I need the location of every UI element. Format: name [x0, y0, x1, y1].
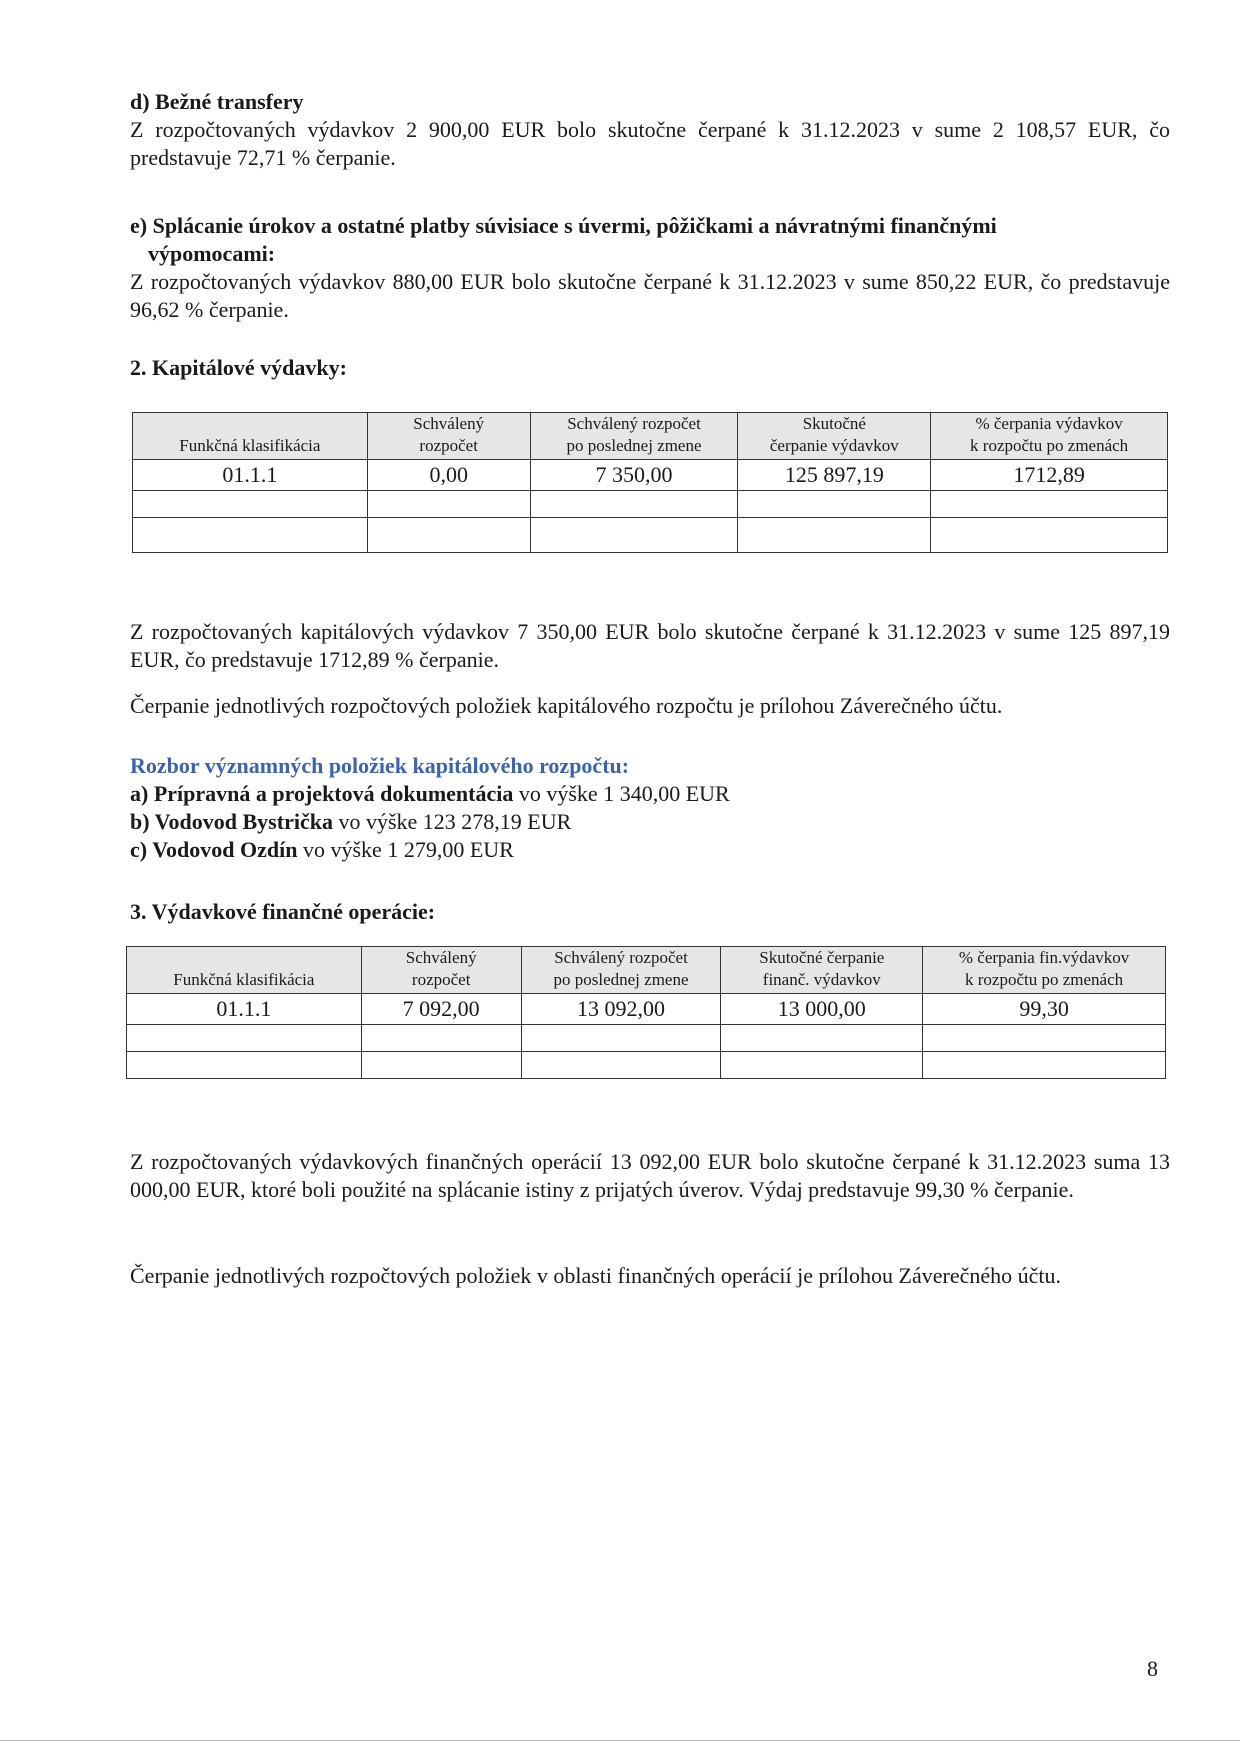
- rozbor-section: [130, 752, 1170, 864]
- table-cell: 1712,89: [931, 460, 1168, 491]
- table-header-cell: Skutočné čerpanie finanč. výdavkov: [721, 947, 923, 994]
- table-cell: 7 092,00: [361, 994, 521, 1025]
- table-row: [133, 460, 1168, 491]
- table-row-empty: [127, 1052, 1166, 1079]
- table-header-cell: % čerpania fin.výdavkov k rozpočtu po zmenách: [923, 947, 1166, 994]
- table-row-empty: [127, 1025, 1166, 1052]
- section-3-text-1: Z rozpočtovaných výdavkových finančných operácií 13 092,00 EUR bolo skutočne čerpané k 31.12.2023 suma 13 000,00 EUR, ktoré boli použité na splácanie istiny z prijatých úverov. Výdaj predstavuje 99,30 % čerpanie.: [130, 1149, 1170, 1202]
- section-2-heading: 2. Kapitálové výdavky:: [130, 355, 347, 380]
- page-number: 8: [1147, 1656, 1158, 1681]
- section-e-heading-line1: e) Splácanie úrokov a ostatné platby súvisiace s úvermi, pôžičkami a návratnými finančnými: [130, 213, 997, 238]
- table-header-cell: Schválený rozpočet po poslednej zmene: [521, 947, 721, 994]
- table-cell: 7 350,00: [530, 460, 738, 491]
- table-cell: 01.1.1: [127, 994, 362, 1025]
- table-header-cell: Skutočné čerpanie výdavkov: [738, 413, 931, 460]
- rozbor-heading: Rozbor významných položiek kapitálového rozpočtu:: [130, 753, 630, 778]
- table-header-cell: Schválený rozpočet po poslednej zmene: [530, 413, 738, 460]
- table-row-empty: [133, 491, 1168, 518]
- table-cell: 01.1.1: [133, 460, 368, 491]
- table-cell: 13 000,00: [721, 994, 923, 1025]
- table-header-cell: Funkčná klasifikácia: [133, 413, 368, 460]
- section-d: [130, 88, 1170, 172]
- section-2-text-2: Čerpanie jednotlivých rozpočtových položiek kapitálového rozpočtu je prílohou Záverečného účtu.: [130, 693, 1003, 718]
- rozbor-item: c) Vodovod Ozdín vo výške 1 279,00 EUR: [130, 837, 514, 862]
- table-cell: 125 897,19: [738, 460, 931, 491]
- section-d-text: Z rozpočtovaných výdavkov 2 900,00 EUR bolo skutočne čerpané k 31.12.2023 v sume 2 108,57 EUR, čo predstavuje 72,71 % čerpanie.: [130, 117, 1170, 170]
- table-cell: 0,00: [367, 460, 530, 491]
- rozbor-item: b) Vodovod Bystrička vo výške 123 278,19 EUR: [130, 809, 572, 834]
- section-e-heading-line2: výpomocami:: [148, 241, 276, 266]
- capital-expenditure-table: [132, 412, 1168, 553]
- page-bottom-line: [0, 1740, 1240, 1741]
- table-row-empty: [133, 518, 1168, 553]
- table-header-row: [133, 413, 1168, 460]
- section-2-text-1: Z rozpočtovaných kapitálových výdavkov 7 350,00 EUR bolo skutočne čerpané k 31.12.2023 v sume 125 897,19 EUR, čo predstavuje 1712,89 % čerpanie.: [130, 619, 1170, 672]
- table-row: [127, 994, 1166, 1025]
- section-3-heading: 3. Výdavkové finančné operácie:: [130, 899, 436, 924]
- table-header-cell: Schválený rozpočet: [367, 413, 530, 460]
- rozbor-item: a) Prípravná a projektová dokumentácia vo výške 1 340,00 EUR: [130, 781, 730, 806]
- table-header-cell: Funkčná klasifikácia: [127, 947, 362, 994]
- section-3-text-2: Čerpanie jednotlivých rozpočtových položiek v oblasti finančných operácií je prílohou Záverečného účtu.: [130, 1263, 1062, 1288]
- table-header-row: [127, 947, 1166, 994]
- section-e-text: Z rozpočtovaných výdavkov 880,00 EUR bolo skutočne čerpané k 31.12.2023 v sume 850,22 EUR, čo predstavuje 96,62 % čerpanie.: [130, 269, 1170, 322]
- table-cell: 99,30: [923, 994, 1166, 1025]
- table-header-cell: Schválený rozpočet: [361, 947, 521, 994]
- financial-operations-table: [126, 946, 1166, 1079]
- table-header-cell: % čerpania výdavkov k rozpočtu po zmenách: [931, 413, 1168, 460]
- section-d-heading: d) Bežné transfery: [130, 89, 304, 114]
- table-cell: 13 092,00: [521, 994, 721, 1025]
- section-e: [130, 212, 1170, 324]
